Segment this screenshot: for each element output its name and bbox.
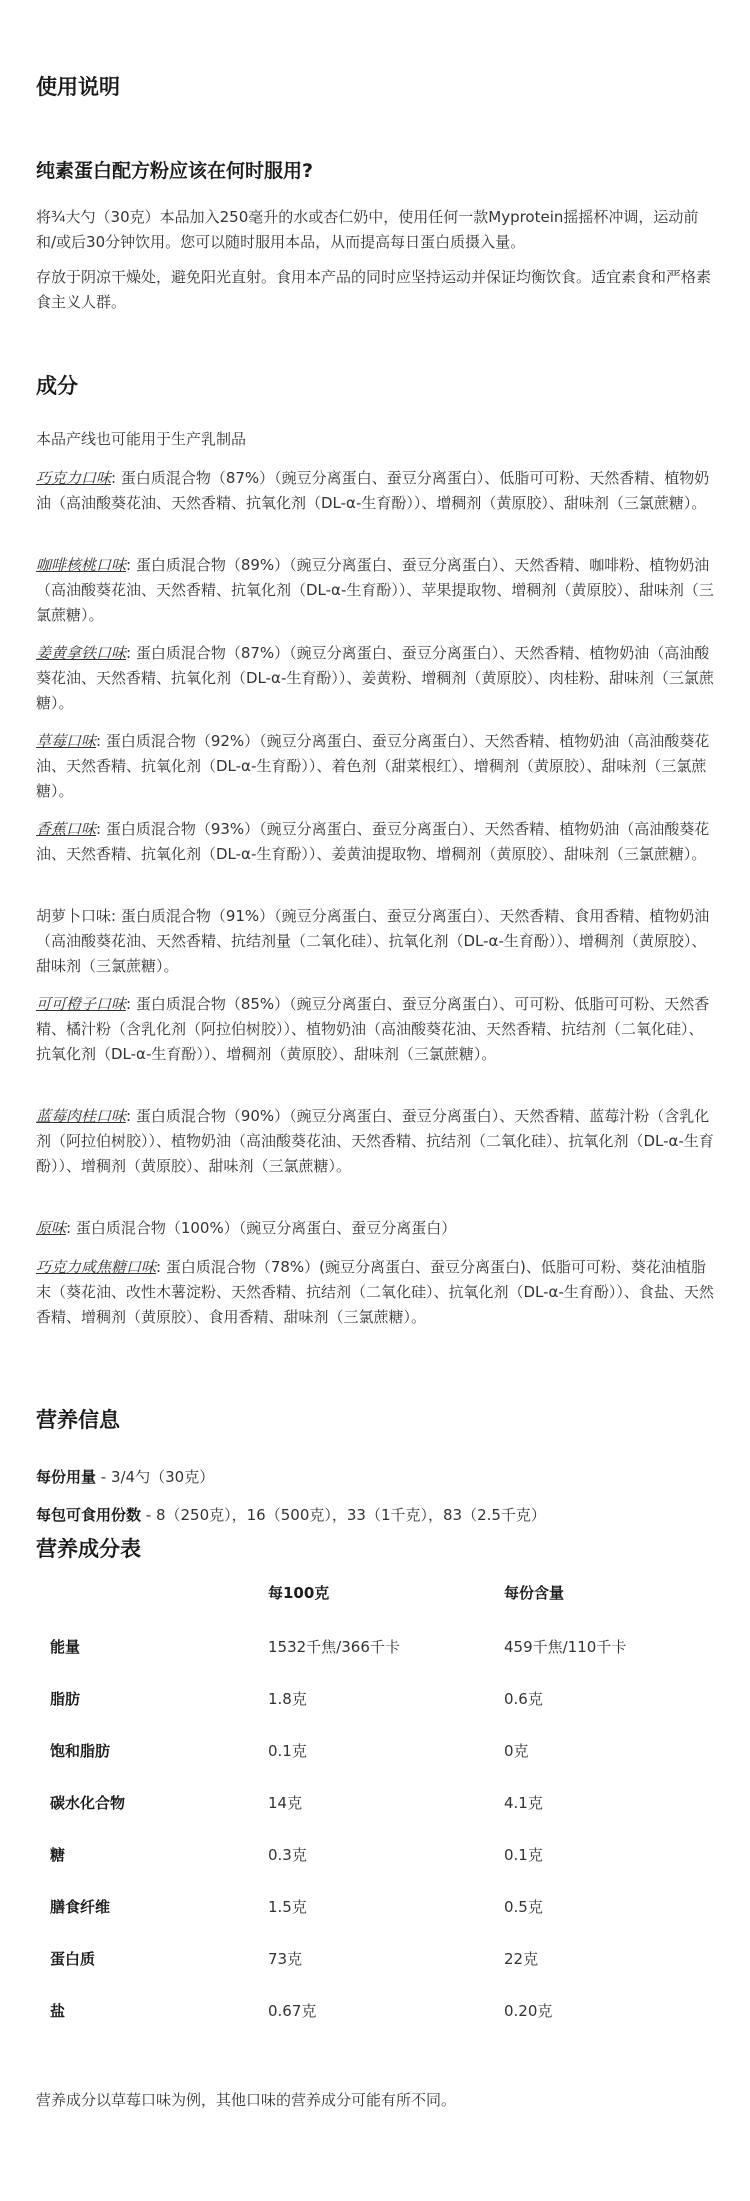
nutrition-table (36, 1580, 714, 2036)
nutrient-label: 蛋白质 (50, 1949, 96, 1968)
nutrition-table-heading: 营养成分表 (36, 1537, 141, 1561)
flavor-name: 原味 (36, 1219, 67, 1237)
nutrient-label: 饱和脂肪 (50, 1741, 111, 1760)
value-per-100g: 0.1克 (268, 1741, 307, 1760)
table-row (36, 1724, 714, 1776)
flavor-chocolate: 巧克力口味: 蛋白质混合物（87%）（豌豆分离蛋白、蚕豆分离蛋白）、低脂可可粉、天然香精、植物奶油（高油酸葵花油、天然香精、抗氧化剂（DL-α-生育酚））、增稠剂（黄原胶）、甜味剂（三氯蔗糖）。 (36, 469, 710, 512)
column-header-per-100g: 每100克 (268, 1584, 330, 1602)
flavor-turmeric-latte: 姜黄拿铁口味: 蛋白质混合物（87%）（豌豆分离蛋白、蚕豆分离蛋白）、天然香精、植物奶油（高油酸葵花油、天然香精、抗氧化剂（DL-α-生育酚））、姜黄粉、增稠剂（黄原胶）、肉桂粉、甜味剂（三氯蔗糖）。 (36, 644, 714, 712)
flavor-ingredients: 蛋白质混合物（93%）（豌豆分离蛋白、蚕豆分离蛋白）、天然香精、植物奶油（高油酸葵花油、天然香精、抗氧化剂（DL-α-生育酚））、姜黄油提取物、增稠剂（黄原胶）、甜味剂（三氯蔗糖）。 (36, 820, 710, 863)
value-per-100g: 1.8克 (268, 1689, 307, 1708)
value-per-serving: 22克 (504, 1949, 539, 1968)
nutrient-label: 碳水化合物 (50, 1793, 126, 1812)
value-per-serving: 4.1克 (504, 1793, 543, 1812)
flavor-ingredients: 蛋白质混合物（87%）（豌豆分离蛋白、蚕豆分离蛋白）、天然香精、植物奶油（高油酸葵花油、天然香精、抗氧化剂（DL-α-生育酚））、姜黄粉、增稠剂（黄原胶）、肉桂粉、甜味剂（三氯蔗糖）。 (36, 644, 714, 712)
flavor-name: 香蕉口味 (36, 820, 97, 838)
table-row (36, 1880, 714, 1932)
flavor-coffee-walnut: 咖啡核桃口味: 蛋白质混合物（89%）（豌豆分离蛋白、蚕豆分离蛋白）、天然香精、咖啡粉、植物奶油（高油酸葵花油、天然香精、抗氧化剂（DL-α-生育酚））、苹果提取物、增稠剂（黄原胶）、甜味剂（三氯蔗糖）。 (36, 556, 714, 624)
servings-per-pack: 每包可食用份数 - 8（250克），16（500克），33（1千克），83（2.5千克） (36, 1506, 546, 1524)
table-row (36, 1828, 714, 1880)
value-per-serving: 0.5克 (504, 1897, 543, 1916)
flavor-carrot: 胡萝卜口味: 蛋白质混合物（91%）（豌豆分离蛋白、蚕豆分离蛋白）、天然香精、食用香精、植物奶油（高油酸葵花油、天然香精、抗结剂量（二氧化硅）、抗氧化剂（DL-α-生育酚））、增稠剂（黄原胶）、甜味剂（三氯蔗糖）。 (36, 907, 710, 975)
nutrient-label: 能量 (50, 1637, 81, 1656)
value-per-100g: 1.5克 (268, 1897, 307, 1916)
value-per-100g: 0.67克 (268, 2001, 317, 2020)
flavor-cocoa-orange: 可可橙子口味: 蛋白质混合物（85%）（豌豆分离蛋白、蚕豆分离蛋白）、可可粉、低脂可可粉、天然香精、橘汁粉（含乳化剂（阿拉伯树胶））、植物奶油（高油酸葵花油、天然香精、抗结剂（二氧化硅）、抗氧化剂（DL-α-生育酚））、增稠剂（黄原胶）、甜味剂（三氯蔗糖）。 (36, 995, 710, 1063)
flavor-ingredients: 蛋白质混合物（91%）（豌豆分离蛋白、蚕豆分离蛋白）、天然香精、食用香精、植物奶油（高油酸葵花油、天然香精、抗结剂量（二氧化硅）、抗氧化剂（DL-α-生育酚））、增稠剂（黄原胶）、甜味剂（三氯蔗糖）。 (36, 907, 710, 975)
flavor-ingredients: 蛋白质混合物（89%）（豌豆分离蛋白、蚕豆分离蛋白）、天然香精、咖啡粉、植物奶油（高油酸葵花油、天然香精、抗氧化剂（DL-α-生育酚））、苹果提取物、增稠剂（黄原胶）、甜味剂（三氯蔗糖）。 (36, 556, 714, 624)
table-row (36, 1776, 714, 1828)
value-per-serving: 0.20克 (504, 2001, 553, 2020)
value-per-100g: 14克 (268, 1793, 303, 1812)
flavor-ingredients: 蛋白质混合物（100%）（豌豆分离蛋白、蚕豆分离蛋白） (71, 1219, 457, 1237)
value-per-serving: 0.1克 (504, 1845, 543, 1864)
usage-question: 纯素蛋白配方粉应该在何时服用? (36, 160, 314, 182)
nutrient-label: 糖 (50, 1845, 66, 1864)
value-per-serving: 0克 (504, 1741, 529, 1760)
usage-paragraph-1: 将¾大勺（30克）本品加入250毫升的水或杏仁奶中，使用任何一款Myprotein摇摇杯冲调，运动前和/或后30分钟饮用。您可以随时服用本品，从而提高每日蛋白质摄入量。 (36, 208, 699, 251)
flavor-ingredients: 蛋白质混合物（78%）(豌豆分离蛋白、蚕豆分离蛋白)、低脂可可粉、葵花油植脂末（葵花油、改性木薯淀粉、天然香精、抗结剂（二氧化硅）、抗氧化剂（DL-α-生育酚））、食盐、天然香精、增稠剂（黄原胶）、食用香精、甜味剂（三氯蔗糖）。 (36, 1258, 714, 1326)
usage-heading: 使用说明 (36, 75, 120, 99)
flavor-name: 巧克力咸焦糖口味 (36, 1258, 157, 1276)
ingredients-heading: 成分 (36, 374, 78, 398)
flavor-ingredients: 蛋白质混合物（87%）（豌豆分离蛋白、蚕豆分离蛋白）、低脂可可粉、天然香精、植物奶油（高油酸葵花油、天然香精、抗氧化剂（DL-α-生育酚））、增稠剂（黄原胶）、甜味剂（三氯蔗糖）。 (36, 469, 710, 512)
column-header-per-serving: 每份含量 (504, 1584, 565, 1602)
serving-size: 每份用量 - 3/4勺（30克） (36, 1468, 215, 1486)
flavor-unflavored: 原味: 蛋白质混合物（100%）（豌豆分离蛋白、蚕豆分离蛋白） (36, 1219, 457, 1237)
usage-paragraph-2: 存放于阴凉干燥处，避免阳光直射。食用本产品的同时应坚持运动并保证均衡饮食。适宜素食和严格素食主义人群。 (36, 268, 712, 311)
table-row (36, 1932, 714, 1984)
nutrition-footnote: 营养成分以草莓口味为例，其他口味的营养成分可能有所不同。 (36, 2091, 457, 2109)
value-per-serving: 0.6克 (504, 1689, 543, 1708)
nutrition-heading: 营养信息 (36, 1408, 120, 1432)
flavor-blueberry-cinnamon: 蓝莓肉桂口味: 蛋白质混合物（90%）（豌豆分离蛋白、蚕豆分离蛋白）、天然香精、蓝莓汁粉（含乳化剂（阿拉伯树胶））、植物奶油（高油酸葵花油、天然香精、抗结剂（二氧化硅）、抗氧化剂（DL-α-生育酚））、增稠剂（黄原胶）、甜味剂（三氯蔗糖）。 (36, 1107, 714, 1175)
table-header-row (36, 1580, 714, 1620)
table-row (36, 1620, 714, 1672)
value-per-serving: 459千焦/110千卡 (504, 1637, 627, 1656)
nutrient-label: 盐 (50, 2001, 66, 2020)
nutrient-label: 脂肪 (50, 1689, 81, 1708)
flavor-ingredients: 蛋白质混合物（92%）（豌豆分离蛋白、蚕豆分离蛋白）、天然香精、植物奶油（高油酸葵花油、天然香精、抗氧化剂（DL-α-生育酚））、着色剂（甜菜根红）、增稠剂（黄原胶）、甜味剂（三氯蔗糖）。 (36, 732, 710, 800)
flavor-name: 草莓口味 (36, 732, 97, 750)
flavor-name: 咖啡核桃口味 (36, 556, 127, 574)
value-per-100g: 73克 (268, 1949, 303, 1968)
table-row (36, 1672, 714, 1724)
nutrient-label: 膳食纤维 (50, 1897, 111, 1916)
flavor-name: 可可橙子口味 (36, 995, 127, 1013)
flavor-name: 姜黄拿铁口味 (36, 644, 127, 662)
flavor-strawberry: 草莓口味: 蛋白质混合物（92%）（豌豆分离蛋白、蚕豆分离蛋白）、天然香精、植物奶油（高油酸葵花油、天然香精、抗氧化剂（DL-α-生育酚））、着色剂（甜菜根红）、增稠剂（黄原胶）、甜味剂（三氯蔗糖）。 (36, 732, 710, 800)
flavor-name: 蓝莓肉桂口味 (36, 1107, 127, 1125)
flavor-ingredients: 蛋白质混合物（90%）（豌豆分离蛋白、蚕豆分离蛋白）、天然香精、蓝莓汁粉（含乳化剂（阿拉伯树胶））、植物奶油（高油酸葵花油、天然香精、抗结剂（二氧化硅）、抗氧化剂（DL-α-生育酚））、增稠剂（黄原胶）、甜味剂（三氯蔗糖）。 (36, 1107, 714, 1175)
flavor-name: 巧克力口味 (36, 469, 112, 487)
flavor-name: 胡萝卜口味 (36, 907, 112, 925)
column-header (36, 1580, 268, 1620)
value-per-100g: 0.3克 (268, 1845, 307, 1864)
table-row (36, 1984, 714, 2036)
value-per-100g: 1532千焦/366千卡 (268, 1637, 400, 1656)
flavor-banana: 香蕉口味: 蛋白质混合物（93%）（豌豆分离蛋白、蚕豆分离蛋白）、天然香精、植物奶油（高油酸葵花油、天然香精、抗氧化剂（DL-α-生育酚））、姜黄油提取物、增稠剂（黄原胶）、甜味剂（三氯蔗糖）。 (36, 820, 710, 863)
flavor-salted-caramel-chocolate: 巧克力咸焦糖口味: 蛋白质混合物（78%）(豌豆分离蛋白、蚕豆分离蛋白)、低脂可可粉、葵花油植脂末（葵花油、改性木薯淀粉、天然香精、抗结剂（二氧化硅）、抗氧化剂（DL-α-生育酚））、食盐、天然香精、增稠剂（黄原胶）、食用香精、甜味剂（三氯蔗糖）。 (36, 1258, 714, 1326)
ingredients-note: 本品产线也可能用于生产乳制品 (36, 430, 247, 448)
flavor-ingredients: 蛋白质混合物（85%）（豌豆分离蛋白、蚕豆分离蛋白）、可可粉、低脂可可粉、天然香精、橘汁粉（含乳化剂（阿拉伯树胶））、植物奶油（高油酸葵花油、天然香精、抗结剂（二氧化硅）、抗氧化剂（DL-α-生育酚））、增稠剂（黄原胶）、甜味剂（三氯蔗糖）。 (36, 995, 710, 1063)
